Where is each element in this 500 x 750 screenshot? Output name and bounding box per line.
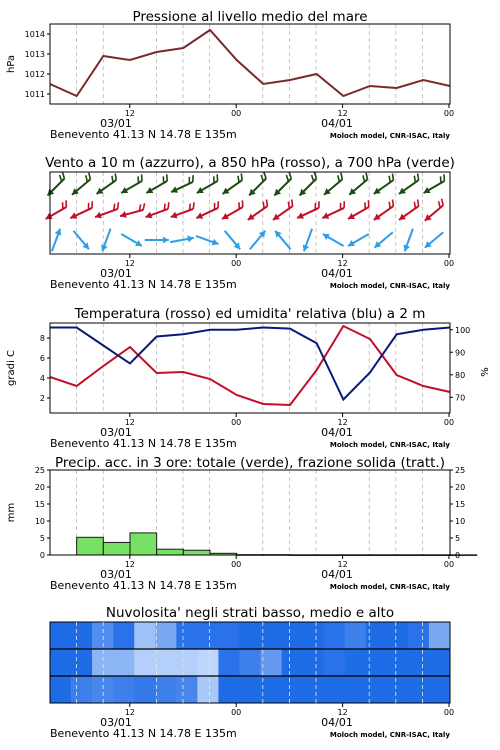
x-date-label: 03/01 <box>100 568 132 581</box>
wind-arrow-10m <box>121 234 142 246</box>
wind-arrow-10m <box>275 231 290 249</box>
y-tick-label: 1012 <box>24 70 45 79</box>
wind-arrow-10m <box>374 232 392 247</box>
x-tick-label: 12 <box>124 109 135 118</box>
plot-frame <box>50 24 450 104</box>
x-tick-label: 12 <box>124 708 135 717</box>
pressure-line <box>50 30 450 96</box>
wind-arrow-10m <box>101 229 110 252</box>
cloud-cell-alto <box>218 622 239 649</box>
wind-arrow-10m <box>225 231 240 249</box>
location-label: Benevento 41.13 N 14.78 E 135m <box>50 579 237 592</box>
x-tick-label: 00 <box>443 259 455 268</box>
wind-arrow-850hpa <box>222 200 243 219</box>
location-label: Benevento 41.13 N 14.78 E 135m <box>50 278 237 291</box>
cloud-cell-basso <box>345 676 366 703</box>
cloud-cell-medio <box>176 649 197 676</box>
y-tick-label: 2 <box>39 394 45 403</box>
x-date-label: 03/01 <box>100 426 132 439</box>
y-tick-label-right: 0 <box>455 551 461 560</box>
wind-arrow-10m <box>52 229 61 252</box>
y-axis-label: hPa <box>6 54 17 74</box>
wind-arrow-700hpa <box>324 173 342 195</box>
wind-arrow-700hpa <box>72 173 90 195</box>
cloud-cell-alto <box>303 622 324 649</box>
wind-arrow-700hpa <box>97 173 117 193</box>
wind-arrow-700hpa <box>146 174 167 193</box>
x-tick-label: 00 <box>443 560 455 569</box>
x-tick-label: 00 <box>231 560 242 569</box>
y-axis-label: gradi C <box>6 350 17 386</box>
cloud-cell-alto <box>197 622 218 649</box>
panel-title: Nuvolosita' negli strati basso, medio e alto <box>105 605 395 621</box>
cloud-cell-medio <box>50 649 71 676</box>
wind-arrow-850hpa <box>348 200 369 219</box>
cloud-cell-alto <box>239 622 260 649</box>
x-date-label: 03/01 <box>100 117 132 130</box>
panel-title: Precip. acc. in 3 ore: totale (verde), frazione solida (tratt.) <box>55 455 445 471</box>
cloud-cell-medio <box>303 649 324 676</box>
wind-arrow-10m <box>425 232 443 247</box>
x-tick-label: 12 <box>337 560 348 569</box>
y-tick-label: 5 <box>39 534 45 543</box>
wind-arrow-700hpa <box>197 174 218 193</box>
x-date-label: 04/01 <box>321 117 353 130</box>
cloud-cell-alto <box>155 622 176 649</box>
y-tick-label: 1014 <box>24 30 45 39</box>
wind-arrow-850hpa <box>374 199 394 219</box>
x-tick-label: 00 <box>443 109 455 118</box>
wind-arrow-10m <box>73 231 88 249</box>
cloud-cell-medio <box>113 649 134 676</box>
wind-arrow-10m <box>170 236 194 243</box>
cloud-cell-alto <box>50 622 71 649</box>
wind-arrow-700hpa <box>424 174 445 193</box>
x-tick-label: 12 <box>124 259 135 268</box>
cloud-cell-alto <box>429 622 450 649</box>
wind-arrow-850hpa <box>399 199 419 219</box>
y-tick-label-right: 5 <box>455 534 461 543</box>
location-label: Benevento 41.13 N 14.78 E 135m <box>50 437 237 450</box>
model-credit: Moloch model, CNR-ISAC, Italy <box>329 282 450 290</box>
x-tick-label: 00 <box>231 109 242 118</box>
wind-arrow-850hpa <box>425 199 443 221</box>
model-credit: Moloch model, CNR-ISAC, Italy <box>329 583 450 591</box>
cloud-cell-medio <box>345 649 366 676</box>
y-tick-label-right: 25 <box>455 466 466 475</box>
y-tick-label: 20 <box>34 483 45 492</box>
precip-bar <box>183 550 210 555</box>
x-date-label: 04/01 <box>321 267 353 280</box>
model-credit: Moloch model, CNR-ISAC, Italy <box>329 731 450 739</box>
cloud-cell-alto <box>92 622 113 649</box>
y-tick-label-right: 20 <box>455 483 466 492</box>
cloud-cell-alto <box>261 622 282 649</box>
y-tick-label: 15 <box>34 500 45 509</box>
wind-arrow-850hpa <box>171 202 194 218</box>
x-date-label: 04/01 <box>321 426 353 439</box>
cloud-cell-alto <box>408 622 429 649</box>
x-tick-label: 12 <box>124 560 135 569</box>
x-date-label: 03/01 <box>100 267 132 280</box>
wind-arrow-850hpa <box>322 201 344 218</box>
precip-bar <box>77 537 104 555</box>
wind-arrow-700hpa <box>249 172 266 195</box>
wind-arrow-850hpa <box>146 202 169 218</box>
x-date-label: 04/01 <box>321 716 353 729</box>
x-tick-label: 12 <box>337 259 348 268</box>
panel-title: Vento a 10 m (azzurro), a 850 hPa (rosso), a 700 hPa (verde) <box>45 155 455 171</box>
cloud-cell-alto <box>387 622 408 649</box>
cloud-cell-medio <box>324 649 345 676</box>
y-tick-label-right: 10 <box>455 517 466 526</box>
wind-arrow-850hpa <box>46 200 67 219</box>
panel-title: Pressione al livello medio del mare <box>132 9 368 25</box>
wind-arrow-700hpa <box>349 173 367 195</box>
cloud-cell-basso <box>239 676 260 703</box>
cloud-cell-medio <box>92 649 113 676</box>
wind-arrow-700hpa <box>399 173 419 193</box>
wind-arrow-10m <box>323 234 344 246</box>
x-date-label: 04/01 <box>321 568 353 581</box>
y-tick-label: 1013 <box>24 50 45 59</box>
cloud-cell-basso <box>176 676 197 703</box>
cloud-cell-basso <box>134 676 155 703</box>
y-tick-label-right: 100 <box>455 325 471 335</box>
temperature-line <box>50 326 450 405</box>
panel-title: Temperatura (rosso) ed umidita' relativa (blu) a 2 m <box>74 306 426 322</box>
cloud-cell-alto <box>282 622 303 649</box>
x-tick-label: 00 <box>231 418 242 427</box>
cloud-cell-basso <box>197 676 218 703</box>
wind-arrow-700hpa <box>171 175 193 192</box>
precip-bar <box>130 533 157 555</box>
humidity-line <box>50 328 450 400</box>
cloud-cell-medio <box>218 649 239 676</box>
cloud-cell-basso <box>71 676 92 703</box>
wind-arrow-700hpa <box>121 174 142 193</box>
x-tick-label: 00 <box>231 708 242 717</box>
cloud-cell-medio <box>239 649 260 676</box>
cloud-cell-medio <box>134 649 155 676</box>
wind-arrow-850hpa <box>70 201 92 218</box>
x-tick-label: 12 <box>337 418 348 427</box>
cloud-cell-basso <box>261 676 282 703</box>
cloud-cell-alto <box>113 622 134 649</box>
y-tick-label-right: 80 <box>455 370 466 380</box>
wind-arrow-850hpa <box>248 199 268 219</box>
y-tick-label-right: 70 <box>455 393 466 403</box>
precip-bar <box>103 542 130 555</box>
cloud-cell-basso <box>113 676 134 703</box>
wind-arrow-10m <box>145 237 169 244</box>
wind-arrow-850hpa <box>120 203 145 218</box>
cloud-cell-basso <box>92 676 113 703</box>
y-tick-label: 6 <box>39 354 45 363</box>
y-tick-label: 8 <box>39 334 45 343</box>
y-tick-label: 0 <box>39 551 45 560</box>
x-date-label: 03/01 <box>100 716 132 729</box>
cloud-cell-basso <box>324 676 345 703</box>
model-credit: Moloch model, CNR-ISAC, Italy <box>329 132 450 140</box>
precip-bar <box>157 549 184 555</box>
wind-arrow-10m <box>303 229 312 252</box>
wind-arrow-700hpa <box>274 172 291 195</box>
y-axis-label: mm <box>6 502 17 523</box>
precip-bar <box>450 555 477 556</box>
x-tick-label: 12 <box>124 418 135 427</box>
x-tick-label: 12 <box>337 109 348 118</box>
cloud-cell-medio <box>408 649 429 676</box>
cloud-cell-medio <box>429 649 450 676</box>
wind-arrow-850hpa <box>95 202 118 218</box>
cloud-cell-alto <box>345 622 366 649</box>
cloud-cell-medio <box>387 649 408 676</box>
cloud-cell-alto <box>176 622 197 649</box>
cloud-cell-basso <box>50 676 71 703</box>
wind-arrow-10m <box>250 231 265 249</box>
x-tick-label: 00 <box>443 708 455 717</box>
cloud-cell-basso <box>303 676 324 703</box>
y-tick-label: 25 <box>34 466 45 475</box>
cloud-cell-basso <box>155 676 176 703</box>
cloud-cell-medio <box>197 649 218 676</box>
y-tick-label-right: 15 <box>455 500 466 509</box>
wind-arrow-10m <box>348 234 369 246</box>
x-tick-label: 12 <box>337 708 348 717</box>
cloud-cell-basso <box>218 676 239 703</box>
wind-arrow-700hpa <box>223 173 243 193</box>
x-tick-label: 00 <box>443 418 455 427</box>
cloud-cell-basso <box>282 676 303 703</box>
cloud-cell-basso <box>387 676 408 703</box>
cloud-cell-basso <box>429 676 450 703</box>
location-label: Benevento 41.13 N 14.78 E 135m <box>50 128 237 141</box>
y-tick-label: 1011 <box>24 90 45 99</box>
y-tick-label: 10 <box>34 517 45 526</box>
wind-arrow-10m <box>403 229 412 252</box>
location-label: Benevento 41.13 N 14.78 E 135m <box>50 727 237 740</box>
x-tick-label: 00 <box>231 259 242 268</box>
wind-arrow-700hpa <box>374 173 394 193</box>
cloud-cell-medio <box>71 649 92 676</box>
wind-arrow-850hpa <box>196 201 218 218</box>
wind-arrow-700hpa <box>300 172 317 195</box>
cloud-cell-medio <box>155 649 176 676</box>
y-axis-label-right: % <box>480 367 491 377</box>
cloud-cell-medio <box>261 649 282 676</box>
y-tick-label-right: 90 <box>455 348 466 358</box>
cloud-cell-alto <box>324 622 345 649</box>
model-credit: Moloch model, CNR-ISAC, Italy <box>329 441 450 449</box>
cloud-cell-alto <box>134 622 155 649</box>
wind-arrow-10m <box>196 236 219 245</box>
y-tick-label: 4 <box>39 374 45 383</box>
cloud-cell-basso <box>408 676 429 703</box>
cloud-cell-medio <box>282 649 303 676</box>
cloud-cell-alto <box>71 622 92 649</box>
